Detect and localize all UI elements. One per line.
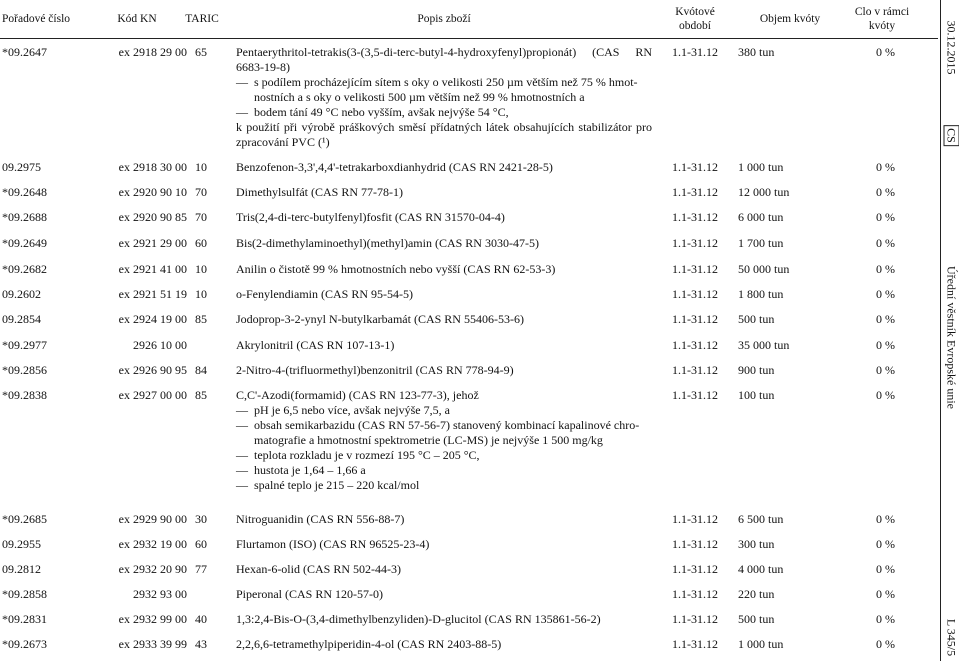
description-line: Benzofenon-3,3',4,4'-tetrakarboxdianhydrid (CAS RN 2421-28-5) [236, 160, 553, 174]
dash-marker: — [236, 448, 248, 462]
header-taric: TARIC [185, 13, 219, 25]
goods-description [236, 160, 652, 175]
taric-code: 84 [195, 363, 207, 377]
quota-volume: 1 800 tun [738, 287, 784, 301]
order-number: 09.2812 [2, 562, 41, 576]
goods-description [236, 587, 652, 602]
description-dash-line [236, 418, 652, 433]
goods-description [236, 537, 652, 552]
taric-code: 10 [195, 160, 207, 174]
quota-duty: 0 % [876, 388, 895, 402]
quota-duty: 0 % [876, 537, 895, 551]
quota-volume: 4 000 tun [738, 562, 784, 576]
goods-description [236, 338, 652, 353]
header-order-no: Pořadové číslo [2, 13, 71, 25]
description-dash-line [236, 478, 652, 493]
quota-period: 1.1-31.12 [672, 312, 718, 326]
dash-marker: — [236, 418, 248, 432]
quota-period: 1.1-31.12 [672, 637, 718, 651]
order-number: 09.2975 [2, 160, 41, 174]
description-line: Akrylonitril (CAS RN 107-13-1) [236, 338, 395, 352]
order-number: *09.2856 [2, 363, 47, 377]
taric-code: 60 [195, 537, 207, 551]
dash-text: bodem tání 49 °C nebo vyšším, avšak nejvýše 54 °C, [254, 105, 509, 119]
quota-duty: 0 % [876, 312, 895, 326]
description-dash-line [236, 403, 652, 418]
publication-date: 30.12.2015 [944, 20, 958, 75]
quota-volume: 6 000 tun [738, 210, 784, 224]
dash-text: spalné teplo je 215 – 220 kcal/mol [254, 478, 420, 492]
taric-code: 10 [195, 262, 207, 276]
goods-description [236, 363, 652, 378]
description-line: Nitroguanidin (CAS RN 556-88-7) [236, 512, 405, 526]
quota-duty: 0 % [876, 262, 895, 276]
dash-marker: — [236, 403, 248, 417]
kn-code: ex 2921 51 19 [118, 287, 187, 301]
dash-text: hustota je 1,64 – 1,66 a [254, 463, 366, 477]
goods-description [236, 236, 652, 251]
taric-code: 10 [195, 287, 207, 301]
quota-duty: 0 % [876, 512, 895, 526]
quota-duty: 0 % [876, 637, 895, 651]
quota-volume: 500 tun [738, 312, 775, 326]
quota-period: 1.1-31.12 [672, 612, 718, 626]
description-line: 1,3:2,4-Bis-O-(3,4-dimethylbenzyliden)-D-glucitol (CAS RN 135861-56-2) [236, 612, 601, 626]
description-line: C,C'-Azodi(formamid) (CAS RN 123-77-3), jehož [236, 388, 479, 402]
goods-description [236, 512, 652, 527]
quota-duty: 0 % [876, 210, 895, 224]
order-number: 09.2955 [2, 537, 41, 551]
description-line: Tris(2,4-di-terc-butylfenyl)fosfit (CAS RN 31570-04-4) [236, 210, 505, 224]
kn-code: ex 2933 39 99 [118, 637, 187, 651]
quota-duty: 0 % [876, 587, 895, 601]
goods-description [236, 262, 652, 277]
description-line: 6683-19-8) [236, 60, 290, 74]
quota-volume: 1 700 tun [738, 236, 784, 250]
quota-volume: 900 tun [738, 363, 775, 377]
quota-duty: 0 % [876, 160, 895, 174]
description-line: Bis(2-dimethylaminoethyl)(methyl)amin (CAS RN 3030-47-5) [236, 236, 539, 250]
header-quota-volume: Objem kvóty [759, 13, 821, 25]
kn-code: ex 2932 19 00 [118, 537, 187, 551]
description-dash-line [236, 433, 652, 448]
quota-volume: 12 000 tun [738, 185, 790, 199]
order-number: *09.2685 [2, 512, 47, 526]
header-description: Popis zboží [417, 13, 471, 25]
dash-text: pH je 6,5 nebo více, avšak nejvýše 7,5, a [254, 403, 450, 417]
kn-code: ex 2932 99 00 [118, 612, 187, 626]
order-number: *09.2831 [2, 612, 47, 626]
taric-code: 70 [195, 210, 207, 224]
order-number: *09.2647 [2, 45, 47, 59]
quota-volume: 1 000 tun [738, 160, 784, 174]
taric-code: 43 [195, 637, 207, 651]
taric-code: 85 [195, 388, 207, 402]
order-number: *09.2858 [2, 587, 47, 601]
goods-description [236, 312, 652, 327]
kn-code: ex 2932 20 90 [118, 562, 187, 576]
taric-code: 65 [195, 45, 207, 59]
header-quota-duty: Clo v rámci kvóty [854, 6, 910, 32]
quota-duty: 0 % [876, 363, 895, 377]
quota-volume: 300 tun [738, 537, 775, 551]
dash-text: obsah semikarbazidu (CAS RN 57-56-7) stanovený kombinací kapalinové chro- [254, 418, 640, 432]
description-line: 2-Nitro-4-(trifluormethyl)benzonitril (CAS RN 778-94-9) [236, 363, 514, 377]
description-dash-line [236, 105, 652, 120]
order-number: 09.2602 [2, 287, 41, 301]
quota-duty: 0 % [876, 338, 895, 352]
quota-volume: 6 500 tun [738, 512, 784, 526]
header-kn-code: Kód KN [117, 13, 157, 25]
order-number: *09.2673 [2, 637, 47, 651]
quota-period: 1.1-31.12 [672, 537, 718, 551]
quota-period: 1.1-31.12 [672, 236, 718, 250]
goods-description [236, 185, 652, 200]
quota-period: 1.1-31.12 [672, 512, 718, 526]
quota-period: 1.1-31.12 [672, 287, 718, 301]
quota-period: 1.1-31.12 [672, 45, 718, 59]
description-line: Dimethylsulfát (CAS RN 77-78-1) [236, 185, 403, 199]
kn-code: ex 2920 90 85 [118, 210, 187, 224]
order-number: 09.2854 [2, 312, 41, 326]
quota-period: 1.1-31.12 [672, 185, 718, 199]
dash-text: s podílem procházejícím sítem s oky o velikosti 250 µm větším než 75 % hmot- [254, 75, 638, 89]
description-line: o-Fenylendiamin (CAS RN 95-54-5) [236, 287, 413, 301]
margin-sidebar [940, 0, 959, 661]
goods-description [236, 210, 652, 225]
journal-title: Úřední věstník Evropské unie [944, 266, 958, 409]
goods-description [236, 45, 652, 150]
dash-text: teplota rozkladu je v rozmezí 195 °C – 205 °C, [254, 448, 480, 462]
description-line: Pentaerythritol-tetrakis(3-(3,5-di-terc-butyl-4-hydroxyfenyl)propionát) (CAS RN [236, 45, 652, 59]
description-dash-line [236, 90, 652, 105]
order-number: *09.2682 [2, 262, 47, 276]
description-line: k použití při výrobě práškových směsí přídatných látek obsahujících stabilizátor pro [236, 120, 652, 134]
quota-volume: 220 tun [738, 587, 775, 601]
goods-description [236, 562, 652, 577]
quota-volume: 100 tun [738, 388, 775, 402]
header-quota-period: Kvótové období [675, 6, 715, 32]
quota-period: 1.1-31.12 [672, 562, 718, 576]
language-code [943, 125, 958, 146]
taric-code: 77 [195, 562, 207, 576]
description-dash-line [236, 448, 652, 463]
quota-duty: 0 % [876, 562, 895, 576]
kn-code: ex 2926 90 95 [118, 363, 187, 377]
dash-text: nostních a s oky o velikosti 500 µm větším než 99 % hmotnostních a [254, 90, 585, 104]
kn-code: ex 2921 41 00 [118, 262, 187, 276]
taric-code: 30 [195, 512, 207, 526]
order-number: *09.2649 [2, 236, 47, 250]
quota-volume: 1 000 tun [738, 637, 784, 651]
description-line: zpracování PVC (¹) [236, 135, 330, 149]
goods-description [236, 388, 652, 493]
kn-code: ex 2927 00 00 [118, 388, 187, 402]
description-line: Piperonal (CAS RN 120-57-0) [236, 587, 383, 601]
quota-period: 1.1-31.12 [672, 587, 718, 601]
dash-marker: — [236, 105, 248, 119]
kn-code: 2926 10 00 [133, 338, 187, 352]
quota-duty: 0 % [876, 612, 895, 626]
kn-code: ex 2921 29 00 [118, 236, 187, 250]
description-line: 2,2,6,6-tetramethylpiperidin-4-ol (CAS RN 2403-88-5) [236, 637, 502, 651]
kn-code: ex 2920 90 10 [118, 185, 187, 199]
description-line: Flurtamon (ISO) (CAS RN 96525-23-4) [236, 537, 430, 551]
order-number: *09.2688 [2, 210, 47, 224]
quota-period: 1.1-31.12 [672, 338, 718, 352]
table-header [0, 0, 938, 39]
goods-description [236, 612, 652, 627]
quota-duty: 0 % [876, 185, 895, 199]
taric-code: 70 [195, 185, 207, 199]
goods-description [236, 287, 652, 302]
language-code-box: CS [943, 125, 959, 146]
order-number: *09.2977 [2, 338, 47, 352]
dash-marker: — [236, 75, 248, 89]
quota-period: 1.1-31.12 [672, 160, 718, 174]
quota-period: 1.1-31.12 [672, 388, 718, 402]
quota-volume: 380 tun [738, 45, 775, 59]
quota-period: 1.1-31.12 [672, 262, 718, 276]
dash-text: matografie a hmotnostní spektrometrie (LC-MS) je nejvýše 1 500 mg/kg [254, 433, 603, 447]
description-line: Anilin o čistotě 99 % hmotnostních nebo vyšší (CAS RN 62-53-3) [236, 262, 556, 276]
description-line: Jodoprop-3-2-ynyl N-butylkarbamát (CAS RN 55406-53-6) [236, 312, 524, 326]
order-number: *09.2648 [2, 185, 47, 199]
quota-duty: 0 % [876, 287, 895, 301]
kn-code: ex 2929 90 00 [118, 512, 187, 526]
page-reference: L 345/5 [944, 618, 958, 657]
description-line: Hexan-6-olid (CAS RN 502-44-3) [236, 562, 401, 576]
description-dash-line [236, 75, 652, 90]
goods-description [236, 637, 652, 652]
dash-marker: — [236, 463, 248, 477]
taric-code: 85 [195, 312, 207, 326]
quota-period: 1.1-31.12 [672, 363, 718, 377]
taric-code: 60 [195, 236, 207, 250]
quota-period: 1.1-31.12 [672, 210, 718, 224]
description-dash-line [236, 463, 652, 478]
taric-code: 40 [195, 612, 207, 626]
quota-duty: 0 % [876, 45, 895, 59]
quota-volume: 50 000 tun [738, 262, 790, 276]
quota-duty: 0 % [876, 236, 895, 250]
kn-code: ex 2924 19 00 [118, 312, 187, 326]
kn-code: ex 2918 30 00 [118, 160, 187, 174]
kn-code: 2932 93 00 [133, 587, 187, 601]
kn-code: ex 2918 29 00 [118, 45, 187, 59]
dash-marker: — [236, 478, 248, 492]
quota-volume: 35 000 tun [738, 338, 790, 352]
order-number: *09.2838 [2, 388, 47, 402]
quota-volume: 500 tun [738, 612, 775, 626]
